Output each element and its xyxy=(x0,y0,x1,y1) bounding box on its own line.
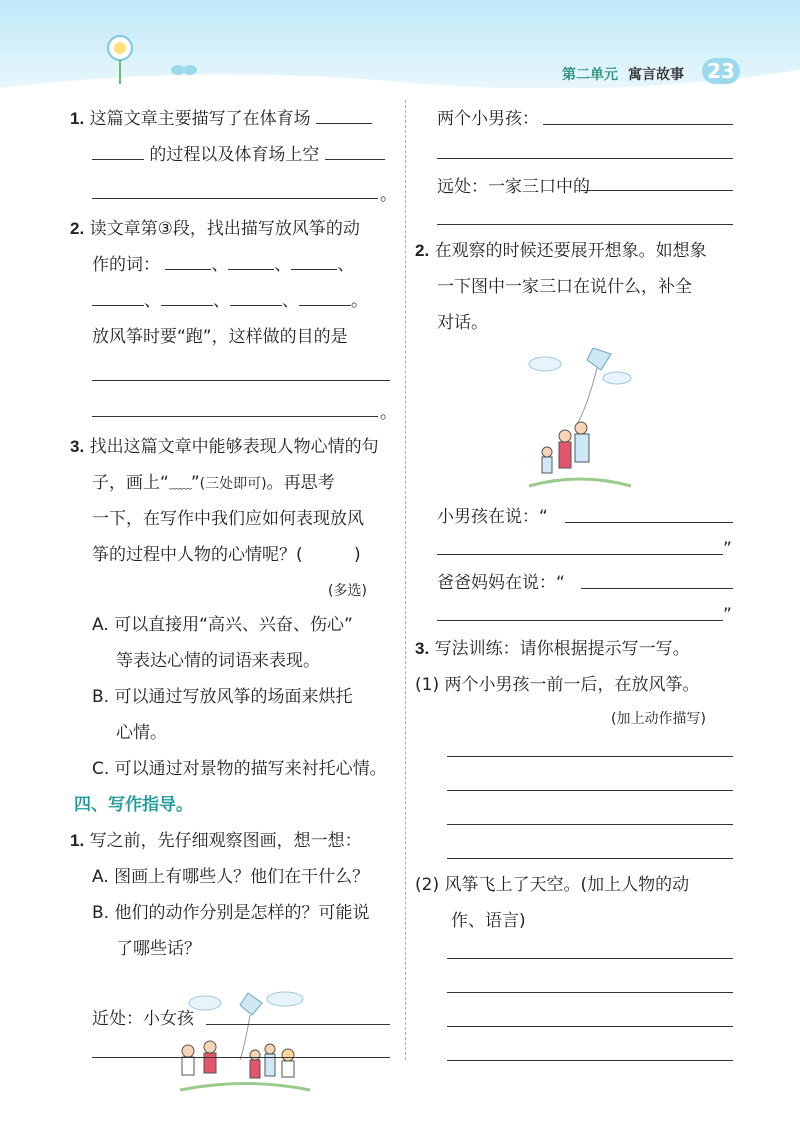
p1-answer-line-3[interactable] xyxy=(447,824,733,825)
q3-text-2b: ” xyxy=(190,473,200,493)
rq3-number: 3. xyxy=(415,639,430,658)
p2-label: (2) xyxy=(415,875,440,895)
q2-blank-3[interactable] xyxy=(291,247,337,270)
boys-answer-line-2[interactable] xyxy=(437,158,733,159)
q2-sep: 、 xyxy=(144,291,161,311)
q2-period-2: 。 xyxy=(380,403,397,423)
w1-option-b: B. 他们的动作分别是怎样的？可能说 xyxy=(92,903,370,923)
boys-answer-line-1[interactable] xyxy=(543,124,733,125)
page-number: 23 xyxy=(702,58,740,84)
q2-text-4: 放风筝时要“跑”，这样做的目的是 xyxy=(92,327,348,347)
q2-blank-5[interactable] xyxy=(161,283,213,306)
parents-say-label: 爸爸妈妈在说：“ xyxy=(437,573,565,593)
q1-period: 。 xyxy=(380,185,397,205)
parents-say-quote-end: ” xyxy=(723,605,732,625)
parents-say-line-2[interactable] xyxy=(437,620,723,621)
q3-text-2d: 。再思考 xyxy=(266,473,335,493)
q2-blank-7[interactable] xyxy=(299,283,351,306)
rq2-text-2: 一下图中一家三口在说什么，补全 xyxy=(437,277,692,297)
unit-title: 寓言故事 xyxy=(628,67,684,83)
q3-multi-select-note: (多选) xyxy=(328,583,367,599)
p1-hint: (加上动作描写) xyxy=(611,711,706,727)
q2-answer-line-2[interactable] xyxy=(92,416,378,417)
q3-text-3: 一下，在写作中我们应如何表现放风 xyxy=(92,509,364,529)
section-4-heading: 四、写作指导。 xyxy=(74,795,193,815)
rq2-text-3: 对话。 xyxy=(437,313,488,333)
q2-period: 。 xyxy=(351,291,368,311)
p2-answer-line-1[interactable] xyxy=(447,958,733,959)
boy-says-line-1[interactable] xyxy=(565,522,733,523)
p1-answer-line-4[interactable] xyxy=(447,858,733,859)
q1-text-2: 的过程以及体育场上空 xyxy=(149,145,320,165)
p2-answer-line-2[interactable] xyxy=(447,992,733,993)
w1-number: 1. xyxy=(70,831,85,850)
q1-text: 这篇文章主要描写了在体育场 xyxy=(89,109,311,129)
w1-option-b-cont: 了哪些话？ xyxy=(116,939,201,959)
far-answer-line-1[interactable] xyxy=(581,190,733,191)
q3-text-4: 筝的过程中人物的心情呢？( xyxy=(92,545,303,565)
p2-answer-line-4[interactable] xyxy=(447,1060,733,1061)
q1-blank-2[interactable] xyxy=(92,137,144,160)
q2-text: 读文章第③段，找出描写放风筝的动 xyxy=(89,219,360,239)
q3-option-a-cont: 等表达心情的词语来表现。 xyxy=(116,651,320,671)
q3-text: 找出这篇文章中能够表现人物心情的句 xyxy=(89,437,379,457)
q3-text-4b: ) xyxy=(354,545,361,565)
unit-label: 第二单元 xyxy=(562,67,618,83)
p1-answer-line-2[interactable] xyxy=(447,790,733,791)
q2-blank-1[interactable] xyxy=(165,247,211,270)
q2-sep: 、 xyxy=(274,255,292,275)
wavy-underline-icon: ﹏﹏ xyxy=(168,477,191,491)
q1-number: 1. xyxy=(70,109,85,128)
q2-answer-line-1[interactable] xyxy=(92,380,390,381)
q2-sep: 、 xyxy=(213,291,230,311)
q1-answer-line[interactable] xyxy=(92,198,378,199)
p2-text: 风筝飞上了天空。(加上人物的动 xyxy=(444,875,690,895)
near-answer-line-1[interactable] xyxy=(206,1024,390,1025)
p1-text: 两个小男孩一前一后，在放风筝。 xyxy=(444,675,700,695)
p1-label: (1) xyxy=(415,675,440,695)
q3-option-c[interactable]: C. 可以通过对景物的描写来衬托心情。 xyxy=(92,759,387,779)
q2-text-2: 作的词： xyxy=(92,255,160,275)
q2-blank-2[interactable] xyxy=(228,247,274,270)
q3-option-b-cont: 心情。 xyxy=(116,723,167,743)
near-label: 近处：小女孩 xyxy=(92,1009,194,1029)
rq3-text: 写法训练：请你根据提示写一写。 xyxy=(434,639,690,659)
q3-option-b[interactable]: B. 可以通过写放风筝的场面来烘托 xyxy=(92,687,353,707)
q2-sep: 、 xyxy=(211,255,229,275)
p2-text-2: 作、语言) xyxy=(451,911,526,931)
page-header xyxy=(0,0,800,88)
family-kite-picture xyxy=(525,348,635,493)
q3-option-a[interactable]: A. 可以直接用“高兴、兴奋、伤心” xyxy=(92,615,353,635)
q2-sep: 、 xyxy=(337,255,355,275)
column-divider xyxy=(405,100,406,1060)
boys-label: 两个小男孩： xyxy=(437,109,539,129)
q3-hint: (三处即可) xyxy=(199,476,267,492)
rq2-number: 2. xyxy=(415,241,430,260)
parents-say-line-1[interactable] xyxy=(581,588,733,589)
q2-sep: 、 xyxy=(282,291,299,311)
boy-says-quote-end: ” xyxy=(723,539,732,559)
q2-number: 2. xyxy=(70,219,85,238)
w1-text: 写之前，先仔细观察图画，想一想： xyxy=(89,831,362,851)
boy-says-label: 小男孩在说：“ xyxy=(437,507,548,527)
boy-says-line-2[interactable] xyxy=(437,554,723,555)
q1-blank-3[interactable] xyxy=(325,137,385,160)
p2-answer-line-3[interactable] xyxy=(447,1026,733,1027)
rq2-text: 在观察的时候还要展开想象。如想象 xyxy=(434,241,707,261)
w1-option-a: A. 图画上有哪些人？他们在干什么？ xyxy=(92,867,370,887)
far-answer-line-2[interactable] xyxy=(437,224,733,225)
far-label: 远处：一家三口中的 xyxy=(437,177,590,197)
near-answer-line-2[interactable] xyxy=(92,1057,390,1058)
p1-answer-line-1[interactable] xyxy=(447,756,733,757)
q3-number: 3. xyxy=(70,437,85,456)
q2-blank-6[interactable] xyxy=(230,283,282,306)
q2-blank-4[interactable] xyxy=(92,283,144,306)
q1-blank-1[interactable] xyxy=(316,101,372,124)
q3-text-2a: 子，画上“ xyxy=(92,473,169,493)
